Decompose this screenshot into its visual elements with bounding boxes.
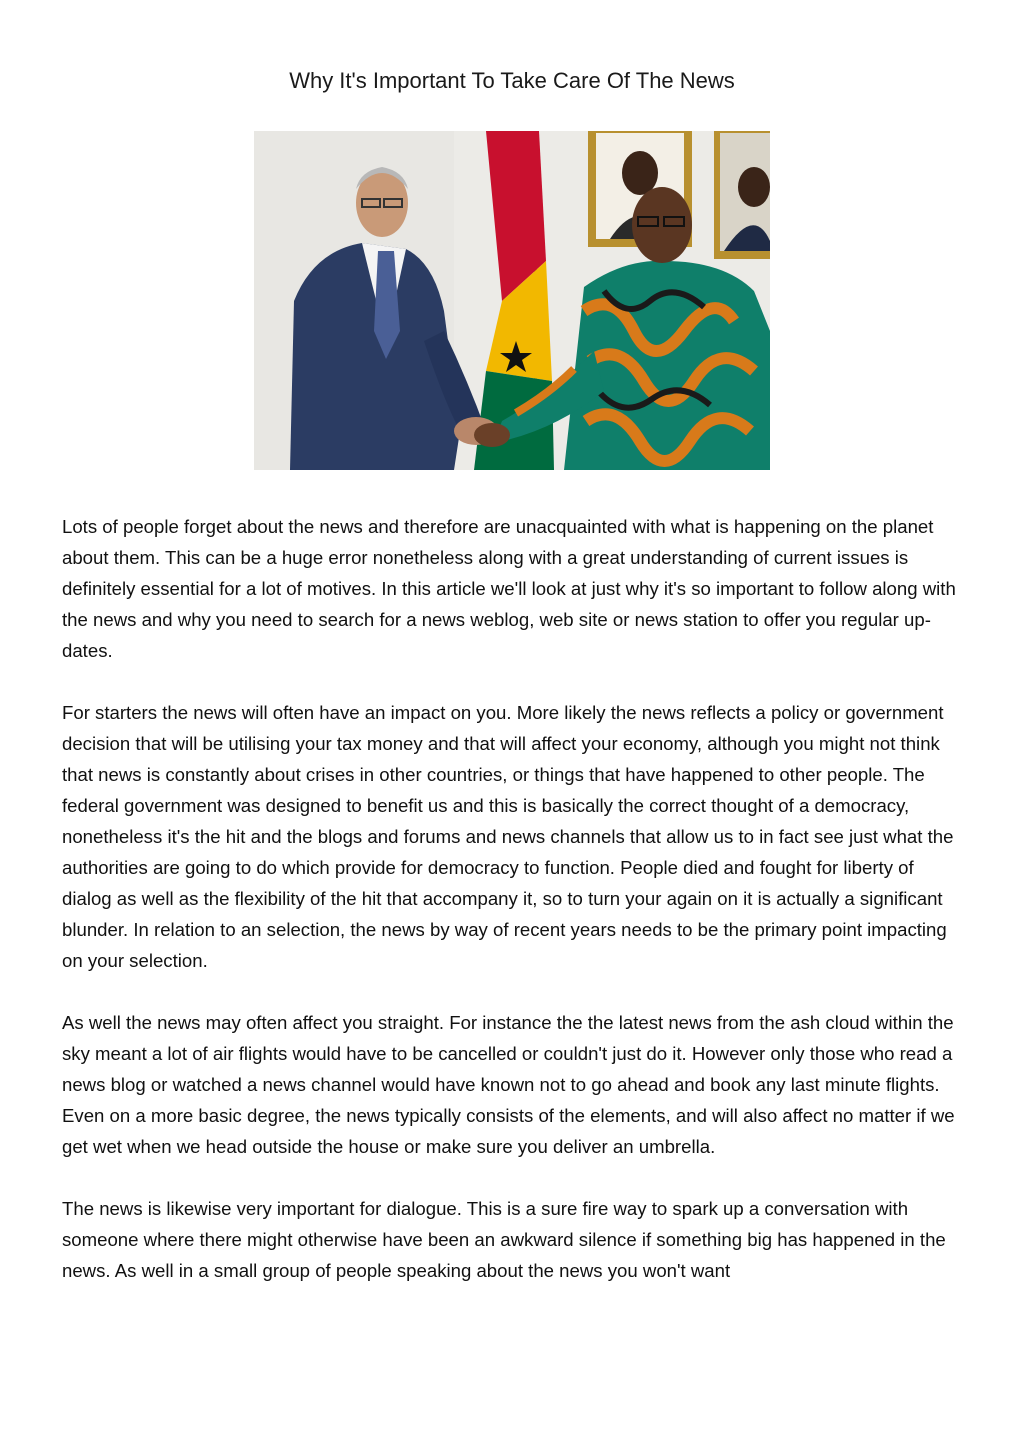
article-body xyxy=(62,511,967,1317)
paragraph-4: The news is likewise very important for dialogue. This is a sure fire way to spark up a conversation with someone where there might otherwise have been an awkward silence if something big has happened in the news. As well in a small group of people speaking about the news you won't want xyxy=(62,1198,946,1281)
paragraph-3: As well the news may often affect you straight. For instance the the latest news from the ash cloud within the sky meant a lot of air flights would have to be cancelled or couldn't just do it. However only those who read a news blog or watched a news channel would have known not to go ahead and book any last minute flights. Even on a more basic degree, the news typically consists of the elements, and will also affect no matter if we get wet when we head outside the house or make sure you deliver an umbrella. xyxy=(62,1012,955,1157)
paragraph-2: For starters the news will often have an impact on you. More likely the news reflects a policy or government decision that will be utilising your tax money and that will affect your economy, although you might not think that news is constantly about crises in other countries, or things that have happened to other people. The federal government was designed to benefit us and this is basically the correct thought of a democracy, nonetheless it's the hit and the blogs and forums and news channels that allow us to in fact see just what the authorities are going to do which provide for democracy to function. People died and fought for liberty of dialog as well as the flexibility of the hit that accompany it, so to turn your again on it is actually a significant blunder. In relation to an selection, the news by way of recent years needs to be the primary point impacting on your selection. xyxy=(62,702,954,971)
document-title: Why It's Important To Take Care Of The News xyxy=(289,68,735,93)
paragraph-1: Lots of people forget about the news and therefore are unacquainted with what is happening on the planet about them. This can be a huge error nonetheless along with a great understanding of current issues is definitely essential for a lot of motives. In this article we'll look at just why it's so important to follow along with the news and why you need to search for a news weblog, web site or news station to offer you regular up-dates. xyxy=(62,516,956,661)
handshake-photo xyxy=(254,131,770,470)
